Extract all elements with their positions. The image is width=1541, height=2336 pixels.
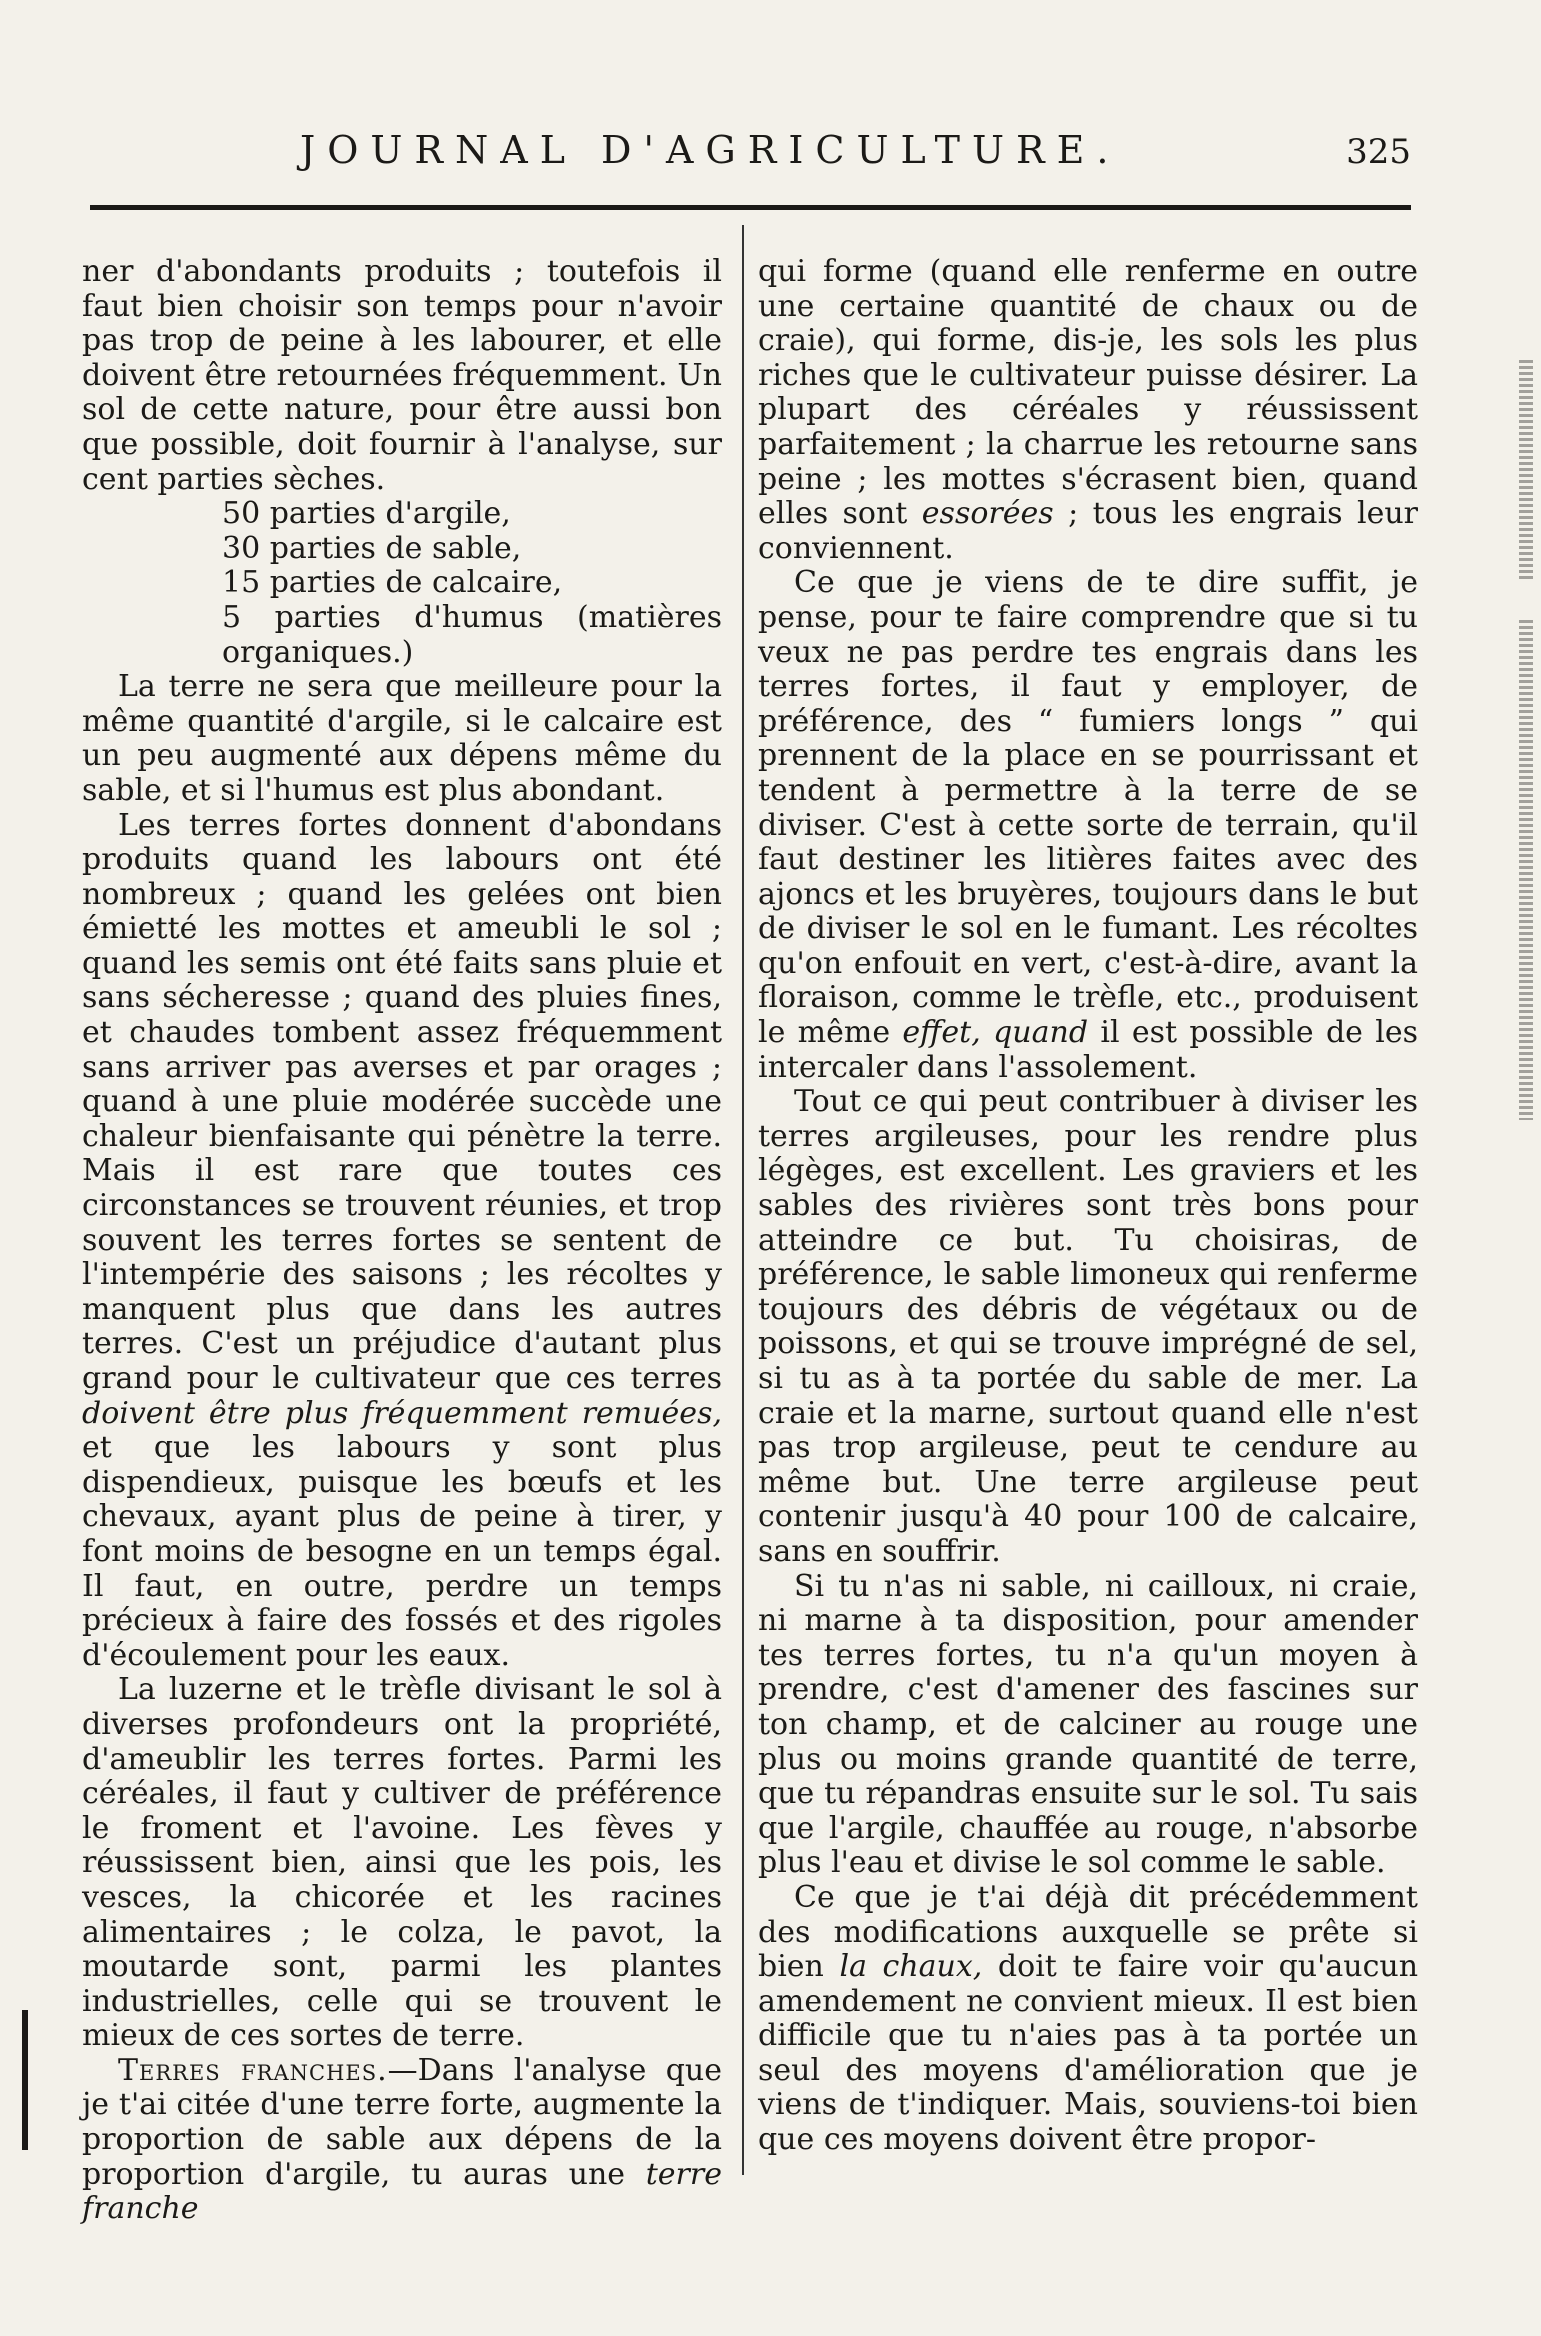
paragraph xyxy=(758,566,1418,1085)
paragraph-text: doit te faire voir qu'aucun amendement ne convient mieux. Il est bien difficile que tu n'aies pas à ta portée un seul des moyens d'amélioration que je viens de t'indiquer. Mais, souviens-toi bien que ces moyens doivent être propor- xyxy=(758,1949,1419,2158)
composition-item: 50 parties d'argile, xyxy=(222,496,511,532)
paragraph-text: qui forme (quand elle renferme en outre une certaine quantité de chaux ou de craie), qui forme, dis-je, les sols les plus riches que le cultivateur puisse désirer. La plupart des céréales y réussissent parfaitement ; la charrue les retourne sans peine ; les mottes s'écrasent bien, quand elles sont xyxy=(758,254,1418,532)
paragraph: La terre ne sera que meilleure pour la même quantité d'argile, si le calcaire est un peu augmenté aux dépens même du sable, et si l'humus est plus abondant. xyxy=(82,669,722,808)
page-header xyxy=(70,128,1421,188)
emphasis: terre franche xyxy=(82,2156,722,2227)
paragraph-text: —Dans l'analyse que je t'ai citée d'une terre forte, augmente la proportion de sable aux dépens de la proportion d'argile, tu auras une xyxy=(82,2052,722,2192)
paragraph xyxy=(82,2054,722,2227)
emphasis: essorées xyxy=(921,496,1054,532)
header-rule xyxy=(90,205,1411,210)
scan-edge-noise xyxy=(1519,620,1533,1120)
scan-edge-noise xyxy=(1519,360,1533,580)
left-column xyxy=(82,255,722,2227)
journal-title: JOURNAL D'AGRICULTURE. xyxy=(300,128,1121,172)
paragraph: ner d'abondants produits ; toutefois il faut bien choisir son temps pour n'avoir pas trop de peine à les labourer, et elle doivent être retournées fréquemment. Un sol de cette nature, pour être aussi bon que possible, doit fournir à l'analyse, sur cent parties sèches. xyxy=(82,254,722,497)
paragraph: La luzerne et le trèfle divisant le sol à diverses profondeurs ont la propriété, d'ameublir les terres fortes. Parmi les céréales, il faut y cultiver de préférence le froment et l'avoine. Les fèves y réussissent bien, ainsi que les pois, les vesces, la chicorée et les racines alimentaires ; le colza, le pavot, la moutarde sont, parmi les plantes industrielles, celle qui se trouvent le mieux de ces sortes de terre. xyxy=(82,1672,722,2054)
soil-composition-list xyxy=(82,497,722,670)
paragraph-text: Ce que je t'ai déjà dit précédemment des modifications auxquelle se prête si bien xyxy=(758,1879,1418,1985)
paragraph-text: Les terres fortes donnent d'abondans produits quand les labours ont été nombreux ; quand les gelées ont bien émietté les mottes et ameubli le sol ; quand les semis ont été faits sans pluie et sans sécheresse ; quand des pluies fines, et chaudes tombent assez fréquemment sans arriver pas averses et par orages ; quand à une pluie modérée succède une chaleur bienfaisante qui pénètre la terre. Mais il est rare que toutes ces circonstances se trouvent réunies, et trop souvent les terres fortes se sentent de l'intempérie des saisons ; les récoltes y manquent plus que dans les autres terres. C'est un préjudice d'autant plus grand pour le cultivateur que ces terres xyxy=(82,807,722,1396)
right-column xyxy=(758,255,1418,2158)
margin-mark xyxy=(22,2010,28,2150)
emphasis: effet, quand xyxy=(902,1015,1089,1051)
paragraph-text: et que les labours y sont plus dispendieux, puisque les bœufs et les chevaux, ayant plus de peine à tirer, y font moins de besogne en un temps égal. Il faut, en outre, perdre un temps précieux à faire des fossés et des rigoles d'écoulement pour les eaux. xyxy=(82,1430,722,1673)
emphasis: la chaux, xyxy=(839,1949,983,1985)
emphasis: doivent être plus fréquemment remuées, xyxy=(82,1395,722,1431)
paragraph-text: ; tous les engrais leur conviennent. xyxy=(758,496,1418,566)
column-divider xyxy=(742,225,744,2175)
paragraph xyxy=(758,1881,1418,2158)
page-number: 325 xyxy=(1346,132,1411,172)
paragraph xyxy=(82,809,722,1674)
paragraph: Tout ce qui peut contribuer à diviser les terres argileuses, pour les rendre plus légèges, est excellent. Les graviers et les sables des rivières sont très bons pour atteindre ce but. Tu choisiras, de préférence, le sable limoneux qui renferme toujours des débris de végétaux ou de poissons, et qui se trouve imprégné de sel, si tu as à ta portée du sable de mer. La craie et la marne, surtout quand elle n'est pas trop argileuse, peut te cendure au même but. Une terre argileuse peut contenir jusqu'à 40 pour 100 de calcaire, sans en souffrir. xyxy=(758,1084,1418,1569)
section-heading: Terres franches. xyxy=(118,2052,388,2088)
paragraph-text: il est possible de les intercaler dans l'assolement. xyxy=(758,1015,1418,1085)
paragraph xyxy=(758,255,1418,566)
paragraph-text: Ce que je viens de te dire suffit, je pense, pour te faire comprendre que si tu veux ne pas perdre tes engrais dans les terres fortes, il faut y employer, de préférence, des “ fumiers longs ” qui prennent de la place en se pourrissant et tendent à permettre à la terre de se diviser. C'est à cette sorte de terrain, qu'il faut destiner les litières faites avec des ajoncs et les bruyères, toujours dans le but de diviser le sol en le fumant. Les récoltes qu'on enfouit en vert, c'est-à-dire, avant la floraison, comme le trèfle, etc., produisent le même xyxy=(758,565,1418,1051)
composition-item: 15 parties de calcaire, xyxy=(222,565,563,601)
composition-item: 30 parties de sable, xyxy=(222,530,522,566)
paragraph: Si tu n'as ni sable, ni cailloux, ni craie, ni marne à ta disposition, pour amender tes terres fortes, tu n'a qu'un moyen à prendre, c'est d'amener des fascines sur ton champ, et de calciner au rouge une plus ou moins grande quantité de terre, que tu répandras ensuite sur le sol. Tu sais que l'argile, chauffée au rouge, n'absorbe plus l'eau et divise le sol comme le sable. xyxy=(758,1568,1418,1881)
composition-item: 5 parties d'humus (matières organiques.) xyxy=(222,599,722,670)
